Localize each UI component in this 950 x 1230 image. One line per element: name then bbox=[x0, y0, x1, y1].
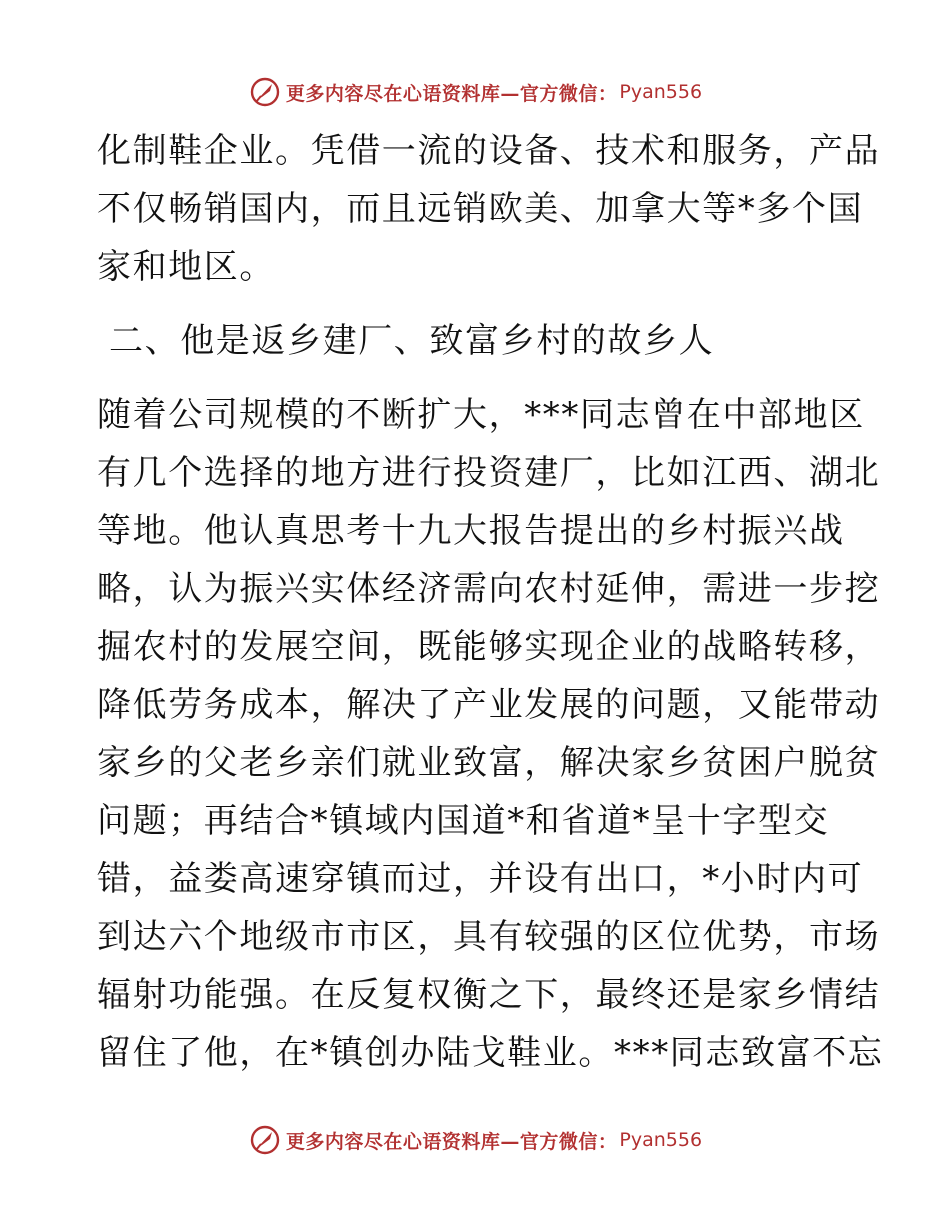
banner-wechat-id: Pyan556 bbox=[619, 1129, 703, 1151]
header-banner bbox=[0, 72, 950, 112]
text-line: 化制鞋企业。凭借一流的设备、技术和服务，产品 bbox=[97, 131, 881, 171]
text-line: 辐射功能强。在反复权衡之下，最终还是家乡情结 bbox=[97, 975, 881, 1015]
document-body bbox=[97, 122, 884, 1082]
text-line: 到达六个地级市市区，具有较强的区位优势，市场 bbox=[97, 917, 881, 957]
text-line: 问题；再结合*镇域内国道*和省道*呈十字型交 bbox=[97, 801, 830, 841]
text-line: 降低劳务成本，解决了产业发展的问题，又能带动 bbox=[97, 685, 881, 725]
text-line: 掘农村的发展空间，既能够实现企业的战略转移， bbox=[97, 627, 881, 667]
text-line: 不仅畅销国内，而且远销欧美、加拿大等*多个国 bbox=[97, 189, 864, 229]
text-line: 留住了他，在*镇创办陆戈鞋业。***同志致富不忘 bbox=[97, 1033, 884, 1073]
section-heading: 二、他是返乡建厂、致富乡村的故乡人 bbox=[109, 321, 715, 361]
text-line: 有几个选择的地方进行投资建厂，比如江西、湖北 bbox=[97, 453, 881, 493]
text-line: 随着公司规模的不断扩大，***同志曾在中部地区 bbox=[97, 395, 865, 435]
paragraph-2 bbox=[97, 386, 884, 1082]
text-line: 家乡的父老乡亲们就业致富，解决家乡贫困户脱贫 bbox=[97, 743, 881, 783]
quill-logo-icon bbox=[248, 75, 282, 109]
paragraph-1 bbox=[97, 122, 881, 296]
footer-banner bbox=[0, 1120, 950, 1160]
text-line: 等地。他认真思考十九大报告提出的乡村振兴战 bbox=[97, 511, 845, 551]
text-line: 错，益娄高速穿镇而过，并设有出口，*小时内可 bbox=[97, 859, 864, 899]
banner-text: 更多内容尽在心语资料库—官方微信： bbox=[285, 1130, 618, 1153]
quill-logo-icon bbox=[248, 1123, 282, 1157]
banner-wechat-id: Pyan556 bbox=[619, 81, 703, 103]
text-line: 略，认为振兴实体经济需向农村延伸，需进一步挖 bbox=[97, 569, 881, 609]
banner-text: 更多内容尽在心语资料库—官方微信： bbox=[285, 82, 618, 105]
text-line: 家和地区。 bbox=[97, 247, 275, 287]
